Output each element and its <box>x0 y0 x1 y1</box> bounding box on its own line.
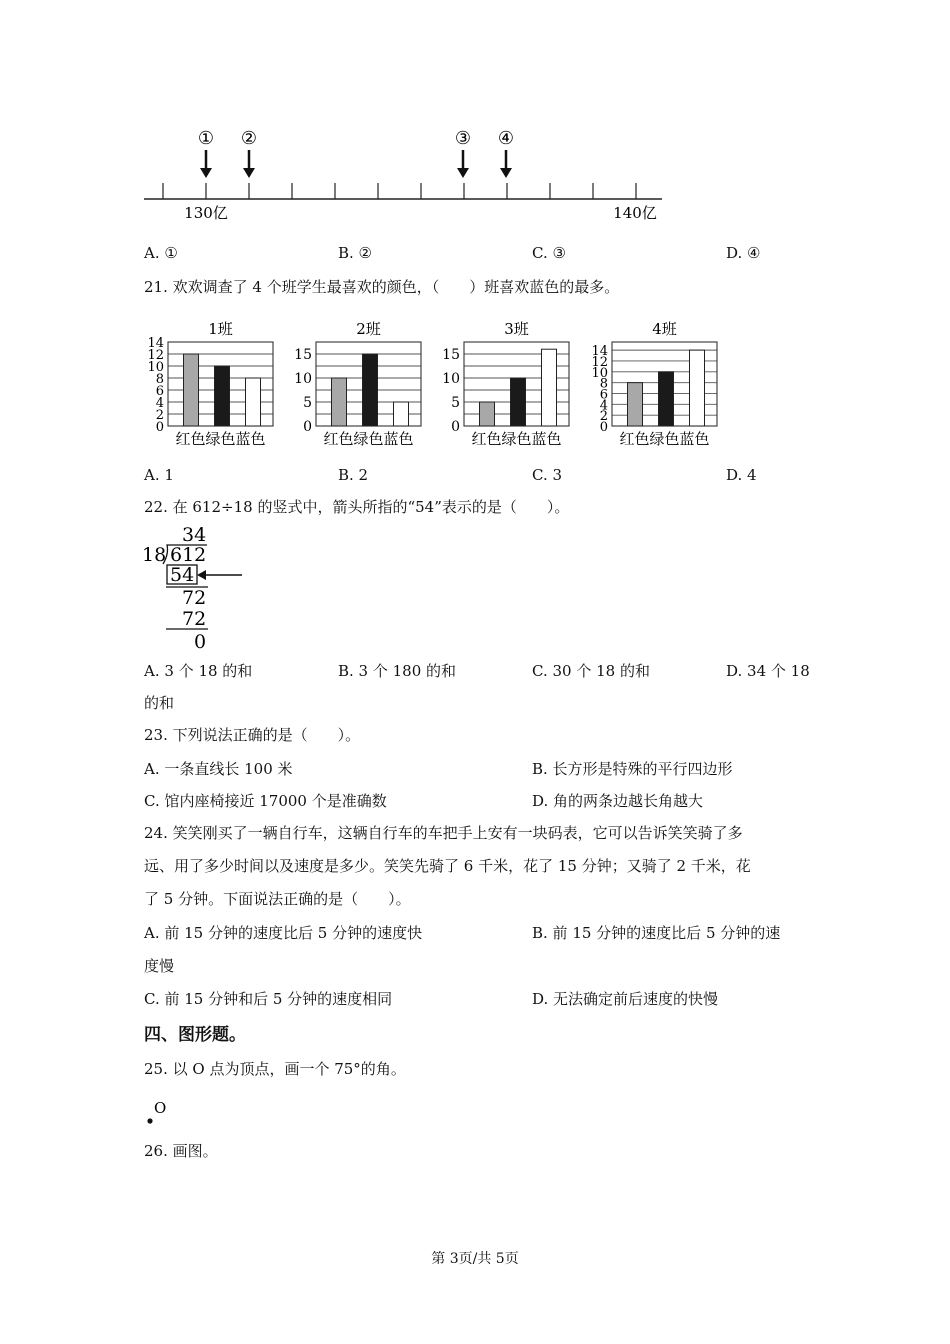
numberline-start-label: 130亿 <box>184 204 228 222</box>
down-arrow-icon <box>500 168 512 178</box>
y-tick-label: 12 <box>591 354 608 370</box>
down-arrow-icon <box>200 168 212 178</box>
y-tick-label: 4 <box>155 396 164 411</box>
q21-question: 21. 欢欢调查了 4 个班学生最喜欢的颜色，（ ）班喜欢蓝色的最多。 <box>144 278 620 296</box>
y-tick-label: 10 <box>147 360 164 375</box>
number-line-ticks <box>163 183 636 199</box>
svg-text:④: ④ <box>497 128 515 149</box>
blue-bar <box>394 402 409 426</box>
divisor: 18 <box>142 544 167 566</box>
red-bar <box>628 383 643 426</box>
chart-class-3 <box>442 320 569 448</box>
quotient: 34 <box>182 524 207 546</box>
step-product-2: 72 <box>182 608 207 630</box>
x-axis-categories: 红色绿色蓝色 <box>619 430 710 448</box>
step-product-1: 54 <box>170 564 195 586</box>
q20-option-a[interactable]: A. ① <box>144 244 178 262</box>
numberline-end-label: 140亿 <box>613 204 657 222</box>
down-arrow-icon <box>243 168 255 178</box>
class-color-charts <box>140 316 730 452</box>
q24-question-line-1: 24. 笑笑刚买了一辆自行车，这辆自行车的车把手上安有一块码表，它可以告诉笑笑骑了多 <box>144 824 743 842</box>
svg-text:①: ① <box>197 128 215 149</box>
y-tick-label: 8 <box>599 376 608 392</box>
chart-title: 4班 <box>652 320 677 338</box>
chart-title: 2班 <box>356 320 381 338</box>
section-heading: 四、图形题。 <box>144 1025 246 1045</box>
q22-option-a[interactable]: A. 3 个 18 的和 <box>144 662 253 680</box>
dividend: 612 <box>170 544 207 566</box>
q23-option-c[interactable]: C. 馆内座椅接近 17000 个是准确数 <box>144 792 387 810</box>
vertex-point <box>147 1118 152 1123</box>
q22-option-b[interactable]: B. 3 个 180 的和 <box>338 662 457 680</box>
chart-title: 3班 <box>504 320 529 338</box>
q20-option-c[interactable]: C. ③ <box>532 244 566 262</box>
y-tick-label: 12 <box>147 348 164 363</box>
y-tick-label: 0 <box>155 420 164 435</box>
y-tick-label: 15 <box>442 347 460 363</box>
q22-option-d-continued: 的和 <box>144 694 175 712</box>
down-arrow-icon <box>457 168 469 178</box>
blue-bar <box>690 350 705 426</box>
y-tick-label: 0 <box>451 419 460 435</box>
green-bar <box>215 366 230 426</box>
y-tick-label: 10 <box>294 371 312 387</box>
q24-question-line-2: 远、用了多少时间以及速度是多少。笑笑先骑了 6 千米，花了 15 分钟；又骑了 2 千米，花 <box>144 857 751 875</box>
q23-question: 23. 下列说法正确的是（ ）。 <box>144 726 361 744</box>
step-remainder-1: 72 <box>182 587 207 609</box>
y-tick-label: 10 <box>442 371 460 387</box>
final-remainder: 0 <box>194 631 207 653</box>
q20-option-b[interactable]: B. ② <box>338 244 373 262</box>
y-tick-label: 2 <box>155 408 164 423</box>
red-bar <box>480 402 495 426</box>
q21-option-a[interactable]: A. 1 <box>144 466 174 484</box>
q24-option-b-continued: 度慢 <box>144 957 175 975</box>
q24-option-a[interactable]: A. 前 15 分钟的速度比后 5 分钟的速度快 <box>144 924 423 942</box>
q25-question: 25. 以 O 点为顶点，画一个 75°的角。 <box>144 1060 406 1078</box>
left-arrow-icon <box>197 570 206 580</box>
x-axis-categories: 红色绿色蓝色 <box>323 430 414 448</box>
q24-option-d[interactable]: D. 无法确定前后速度的快慢 <box>532 990 719 1008</box>
y-tick-label: 6 <box>599 387 608 403</box>
point-label: O <box>154 1099 167 1117</box>
y-tick-label: 10 <box>591 365 608 381</box>
q20-option-d[interactable]: D. ④ <box>726 244 761 262</box>
x-axis-categories: 红色绿色蓝色 <box>471 430 562 448</box>
marker-1 <box>198 128 214 178</box>
green-bar <box>511 378 526 426</box>
q23-option-b[interactable]: B. 长方形是特殊的平行四边形 <box>532 760 733 778</box>
q21-option-c[interactable]: C. 3 <box>532 466 563 484</box>
y-tick-label: 8 <box>155 372 164 387</box>
q24-option-c[interactable]: C. 前 15 分钟和后 5 分钟的速度相同 <box>144 990 393 1008</box>
point-o-figure <box>140 1094 180 1130</box>
q23-option-d[interactable]: D. 角的两条边越长角越大 <box>532 792 704 810</box>
q24-question-line-3: 了 5 分钟。下面说法正确的是（ ）。 <box>144 890 411 908</box>
q22-question: 22. 在 612÷18 的竖式中，箭头所指的“54”表示的是（ ）。 <box>144 498 570 516</box>
q24-option-b[interactable]: B. 前 15 分钟的速度比后 5 分钟的速 <box>532 924 781 942</box>
red-bar <box>184 354 199 426</box>
marker-2 <box>241 128 257 178</box>
y-tick-label: 15 <box>294 347 312 363</box>
svg-text:②: ② <box>240 128 258 149</box>
y-tick-label: 5 <box>451 395 460 411</box>
chart-class-2 <box>294 320 421 448</box>
y-tick-label: 0 <box>303 419 312 435</box>
y-tick-label: 0 <box>599 420 608 435</box>
q23-option-a[interactable]: A. 一条直线长 100 米 <box>144 760 293 778</box>
y-tick-label: 14 <box>591 344 608 360</box>
chart-title: 1班 <box>208 320 233 338</box>
y-tick-label: 5 <box>303 395 312 411</box>
q21-option-b[interactable]: B. 2 <box>338 466 369 484</box>
y-tick-label: 6 <box>155 384 164 399</box>
chart-class-4 <box>591 320 717 448</box>
q26-question: 26. 画图。 <box>144 1142 218 1160</box>
y-tick-label: 14 <box>147 336 164 351</box>
green-bar <box>363 354 378 426</box>
x-axis-categories: 红色绿色蓝色 <box>175 430 266 448</box>
blue-bar <box>542 349 557 426</box>
y-tick-label: 4 <box>599 398 608 414</box>
marker-4 <box>498 128 514 178</box>
blue-bar <box>246 378 261 426</box>
q21-option-d[interactable]: D. 4 <box>726 466 757 484</box>
q22-option-d[interactable]: D. 34 个 18 <box>726 662 810 680</box>
page-footer: 第 3页/共 5页 <box>431 1251 519 1267</box>
q22-option-c[interactable]: C. 30 个 18 的和 <box>532 662 650 680</box>
red-bar <box>332 378 347 426</box>
long-division-figure <box>140 522 250 654</box>
marker-3 <box>455 128 471 178</box>
number-line-figure <box>140 122 670 222</box>
y-tick-label: 2 <box>599 409 608 425</box>
green-bar <box>659 372 674 426</box>
svg-text:③: ③ <box>454 128 472 149</box>
chart-class-1 <box>147 320 273 448</box>
